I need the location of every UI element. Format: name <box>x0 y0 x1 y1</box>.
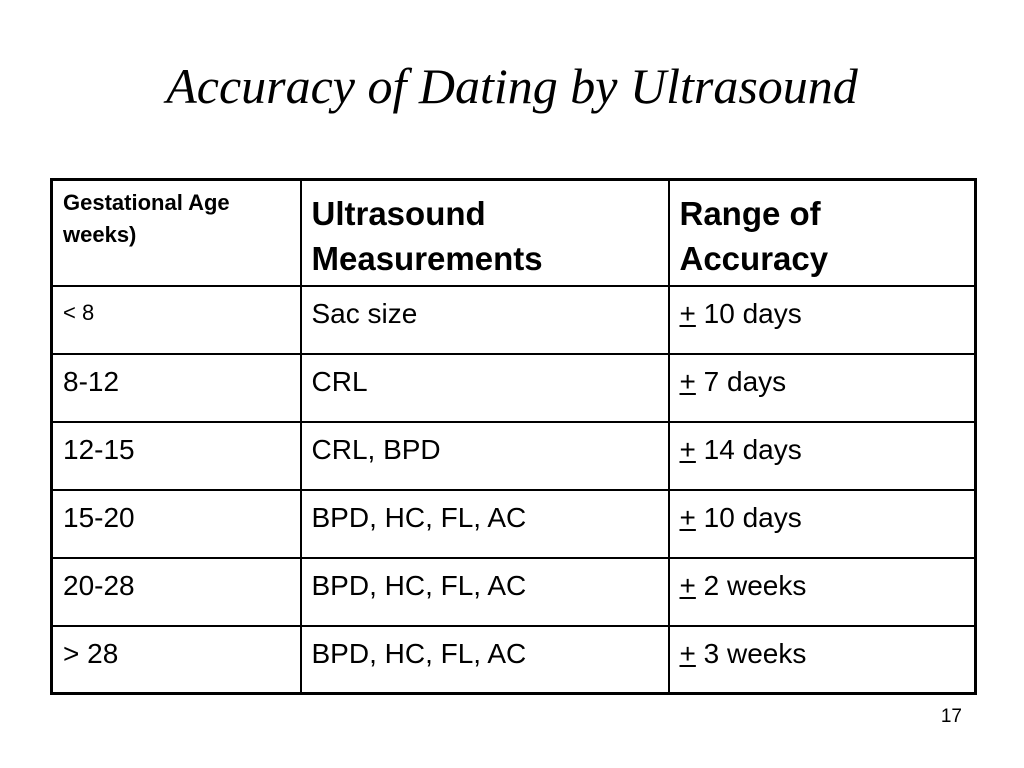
header-gestational-age: Gestational Age weeks) <box>52 180 301 286</box>
plus-minus-symbol: + <box>679 637 696 669</box>
plus-minus-symbol: + <box>679 433 696 465</box>
accuracy-cell <box>669 354 976 422</box>
table-row <box>52 558 976 626</box>
accuracy-cell <box>669 558 976 626</box>
measurements-cell: CRL <box>301 354 669 422</box>
age-cell: > 28 <box>52 626 301 694</box>
page-number: 17 <box>940 706 962 727</box>
plus-minus-symbol: + <box>679 297 696 329</box>
measurements-cell: BPD, HC, FL, AC <box>301 626 669 694</box>
table-container <box>50 178 977 695</box>
accuracy-value: 7 days <box>703 365 787 397</box>
accuracy-value: 10 days <box>703 297 802 329</box>
table-row <box>52 626 976 694</box>
age-cell: 15-20 <box>52 490 301 558</box>
accuracy-cell <box>669 626 976 694</box>
measurements-cell: BPD, HC, FL, AC <box>301 558 669 626</box>
accuracy-value: 10 days <box>703 501 802 533</box>
plus-minus-symbol: + <box>679 569 696 601</box>
age-cell: 12-15 <box>52 422 301 490</box>
accuracy-cell <box>669 490 976 558</box>
measurements-cell: Sac size <box>301 286 669 354</box>
plus-minus-symbol: + <box>679 365 696 397</box>
measurements-cell: CRL, BPD <box>301 422 669 490</box>
accuracy-table <box>50 178 977 695</box>
accuracy-value: 14 days <box>703 433 802 465</box>
accuracy-value: 2 weeks <box>703 569 807 601</box>
table-header-row <box>52 180 976 286</box>
age-cell: < 8 <box>52 286 301 354</box>
age-cell: 8-12 <box>52 354 301 422</box>
accuracy-cell <box>669 286 976 354</box>
slide-title: Accuracy of Dating by Ultrasound <box>166 58 858 114</box>
header-ultrasound-measurements: Ultrasound Measurements <box>301 180 669 286</box>
table-row <box>52 490 976 558</box>
table-row <box>52 422 976 490</box>
accuracy-cell <box>669 422 976 490</box>
table-row <box>52 354 976 422</box>
accuracy-value: 3 weeks <box>703 637 807 669</box>
header-range-of-accuracy: Range of Accuracy <box>669 180 976 286</box>
table-row <box>52 286 976 354</box>
measurements-cell: BPD, HC, FL, AC <box>301 490 669 558</box>
plus-minus-symbol: + <box>679 501 696 533</box>
age-cell: 20-28 <box>52 558 301 626</box>
